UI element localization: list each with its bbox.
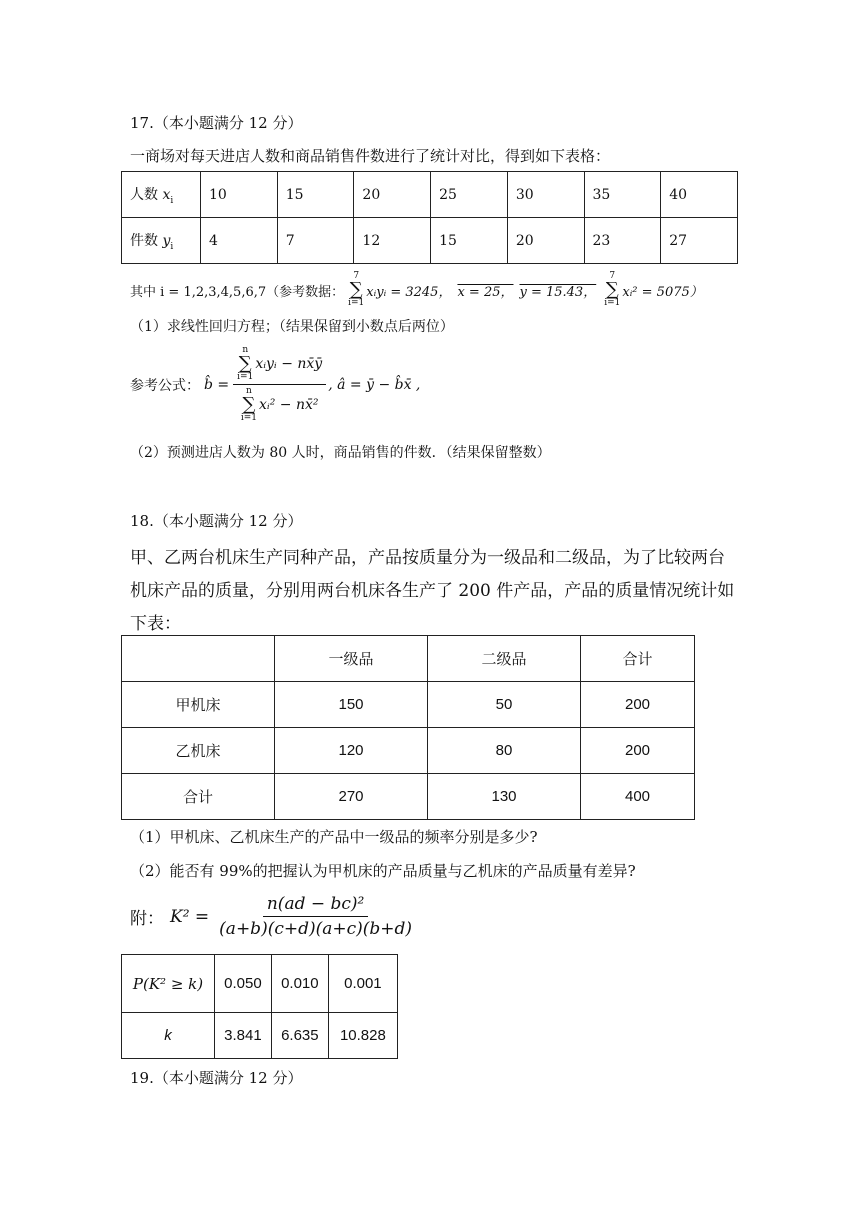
q17-ref-sum1: xᵢyᵢ = 3245， (366, 284, 452, 300)
q17-row2-header (122, 218, 201, 264)
q17-ref-sum2: xᵢ² = 5075） (622, 284, 703, 300)
q18-ptable-row2-label: k (122, 1013, 215, 1059)
q18-ptable-row1-label: P(K² ≥ k) (122, 955, 215, 1013)
q17-row2-label: 件数 (130, 232, 158, 249)
q18-ptable-cell: 0.001 (328, 955, 397, 1013)
q18-table-cell: 甲机床 (122, 682, 275, 728)
q18-table-header-cell: 合计 (581, 636, 695, 682)
q17-x-cell: 15 (277, 172, 354, 218)
q17-x-cell: 35 (584, 172, 661, 218)
q18-table-cell: 270 (275, 774, 428, 820)
q17-reference-data (130, 272, 703, 308)
q17-y-cell: 15 (431, 218, 508, 264)
q18-table-cell: 120 (275, 728, 428, 774)
q18-k2-formula (130, 894, 416, 939)
q17-x-cell: 25 (431, 172, 508, 218)
q17-y-cell: 23 (584, 218, 661, 264)
q18-quality-table (121, 635, 695, 820)
sum-symbol: n ∑ i=1 (237, 345, 254, 382)
q17-y-cell: 4 (201, 218, 278, 264)
sum-symbol: 7 ∑ i=1 (348, 271, 365, 308)
q18-table-header-cell: 一级品 (275, 636, 428, 682)
q18-intro-line1: 甲、乙两台机床生产同种产品，产品按质量分为一级品和二级品，为了比较两台 (130, 548, 725, 568)
q18-table-cell: 200 (581, 728, 695, 774)
q17-y-cell: 27 (661, 218, 738, 264)
q18-appendix-label: 附： (130, 909, 164, 929)
q18-table-cell: 80 (428, 728, 581, 774)
table-row (122, 728, 695, 774)
q17-y-cell: 20 (507, 218, 584, 264)
k2-fraction (215, 894, 416, 939)
q17-row1-sub: i (170, 195, 174, 206)
q17-row1-label: 人数 (130, 186, 158, 203)
q18-heading: 18.（本小题满分 12 分） (130, 512, 303, 530)
q17-formula-label: 参考公式： (130, 377, 200, 394)
q17-heading: 17.（本小题满分 12 分） (130, 114, 303, 132)
q17-row1-var: x (162, 186, 171, 203)
q17-x-cell: 30 (507, 172, 584, 218)
q17-formula-b: b̂ = (204, 376, 230, 393)
q17-part2: （2）预测进店人数为 80 人时，商品销售的件数．（结果保留整数） (130, 445, 551, 461)
q18-ptable-cell: 0.050 (215, 955, 272, 1013)
q18-intro-line3: 下表： (130, 614, 181, 634)
q17-ref-xbar: x = 25， (457, 284, 514, 300)
sum-symbol: n ∑ i=1 (240, 386, 258, 423)
q18-table-header-cell (122, 636, 275, 682)
q17-x-cell: 10 (201, 172, 278, 218)
q18-table-cell: 200 (581, 682, 695, 728)
q18-table-cell: 乙机床 (122, 728, 275, 774)
q18-critical-value-table (121, 954, 398, 1059)
q18-ptable-cell: 6.635 (271, 1013, 328, 1059)
q18-table-cell: 150 (275, 682, 428, 728)
q18-k2-numerator: n(ad − bc)² (263, 894, 369, 917)
q17-formula-denominator: xᵢ² − nx̄² (259, 397, 319, 413)
regression-fraction (233, 346, 326, 423)
q18-part1: （1）甲机床、乙机床生产的产品中一级品的频率分别是多少? (130, 828, 538, 846)
q18-part2: （2）能否有 99%的把握认为甲机床的产品质量与乙机床的产品质量有差异? (130, 862, 636, 880)
q17-ref-ybar: y = 15.43， (519, 284, 597, 300)
q17-row2-sub: i (170, 241, 174, 252)
q18-intro-line2: 机床产品的质量，分别用两台机床各生产了 200 件产品，产品的质量情况统计如 (130, 581, 735, 601)
q18-ptable-cell: 0.010 (271, 955, 328, 1013)
q17-row2-var: y (162, 232, 171, 249)
q17-y-cell: 7 (277, 218, 354, 264)
q17-part1: （1）求线性回归方程；（结果保留到小数点后两位） (130, 319, 454, 335)
q18-table-cell: 合计 (122, 774, 275, 820)
q17-formula-numerator: xᵢyᵢ − nx̄ȳ (255, 356, 323, 372)
q18-ptable-cell: 3.841 (215, 1013, 272, 1059)
q19-heading: 19.（本小题满分 12 分） (130, 1069, 303, 1087)
q18-table-header-cell: 二级品 (428, 636, 581, 682)
table-row (122, 774, 695, 820)
q18-table-cell: 400 (581, 774, 695, 820)
q18-k2-denominator: (a+b)(c+d)(a+c)(b+d) (219, 919, 413, 939)
q17-formula-a: , â = ȳ − b̂x̄ , (328, 376, 421, 393)
q17-formula (130, 346, 420, 423)
q17-ref-prefix: 其中 i = 1,2,3,4,5,6,7（参考数据： (130, 284, 345, 300)
q17-row1-header (122, 172, 201, 218)
q17-data-table (121, 171, 738, 264)
q18-k2-lhs: K² = (170, 906, 210, 927)
q17-y-cell: 12 (354, 218, 431, 264)
q18-table-cell: 130 (428, 774, 581, 820)
q17-x-cell: 20 (354, 172, 431, 218)
q17-intro: 一商场对每天进店人数和商品销售件数进行了统计对比，得到如下表格： (130, 147, 611, 165)
sum-symbol: 7 ∑ i=1 (604, 271, 621, 308)
q18-ptable-cell: 10.828 (328, 1013, 397, 1059)
table-row (122, 682, 695, 728)
q17-x-cell: 40 (661, 172, 738, 218)
q18-table-cell: 50 (428, 682, 581, 728)
